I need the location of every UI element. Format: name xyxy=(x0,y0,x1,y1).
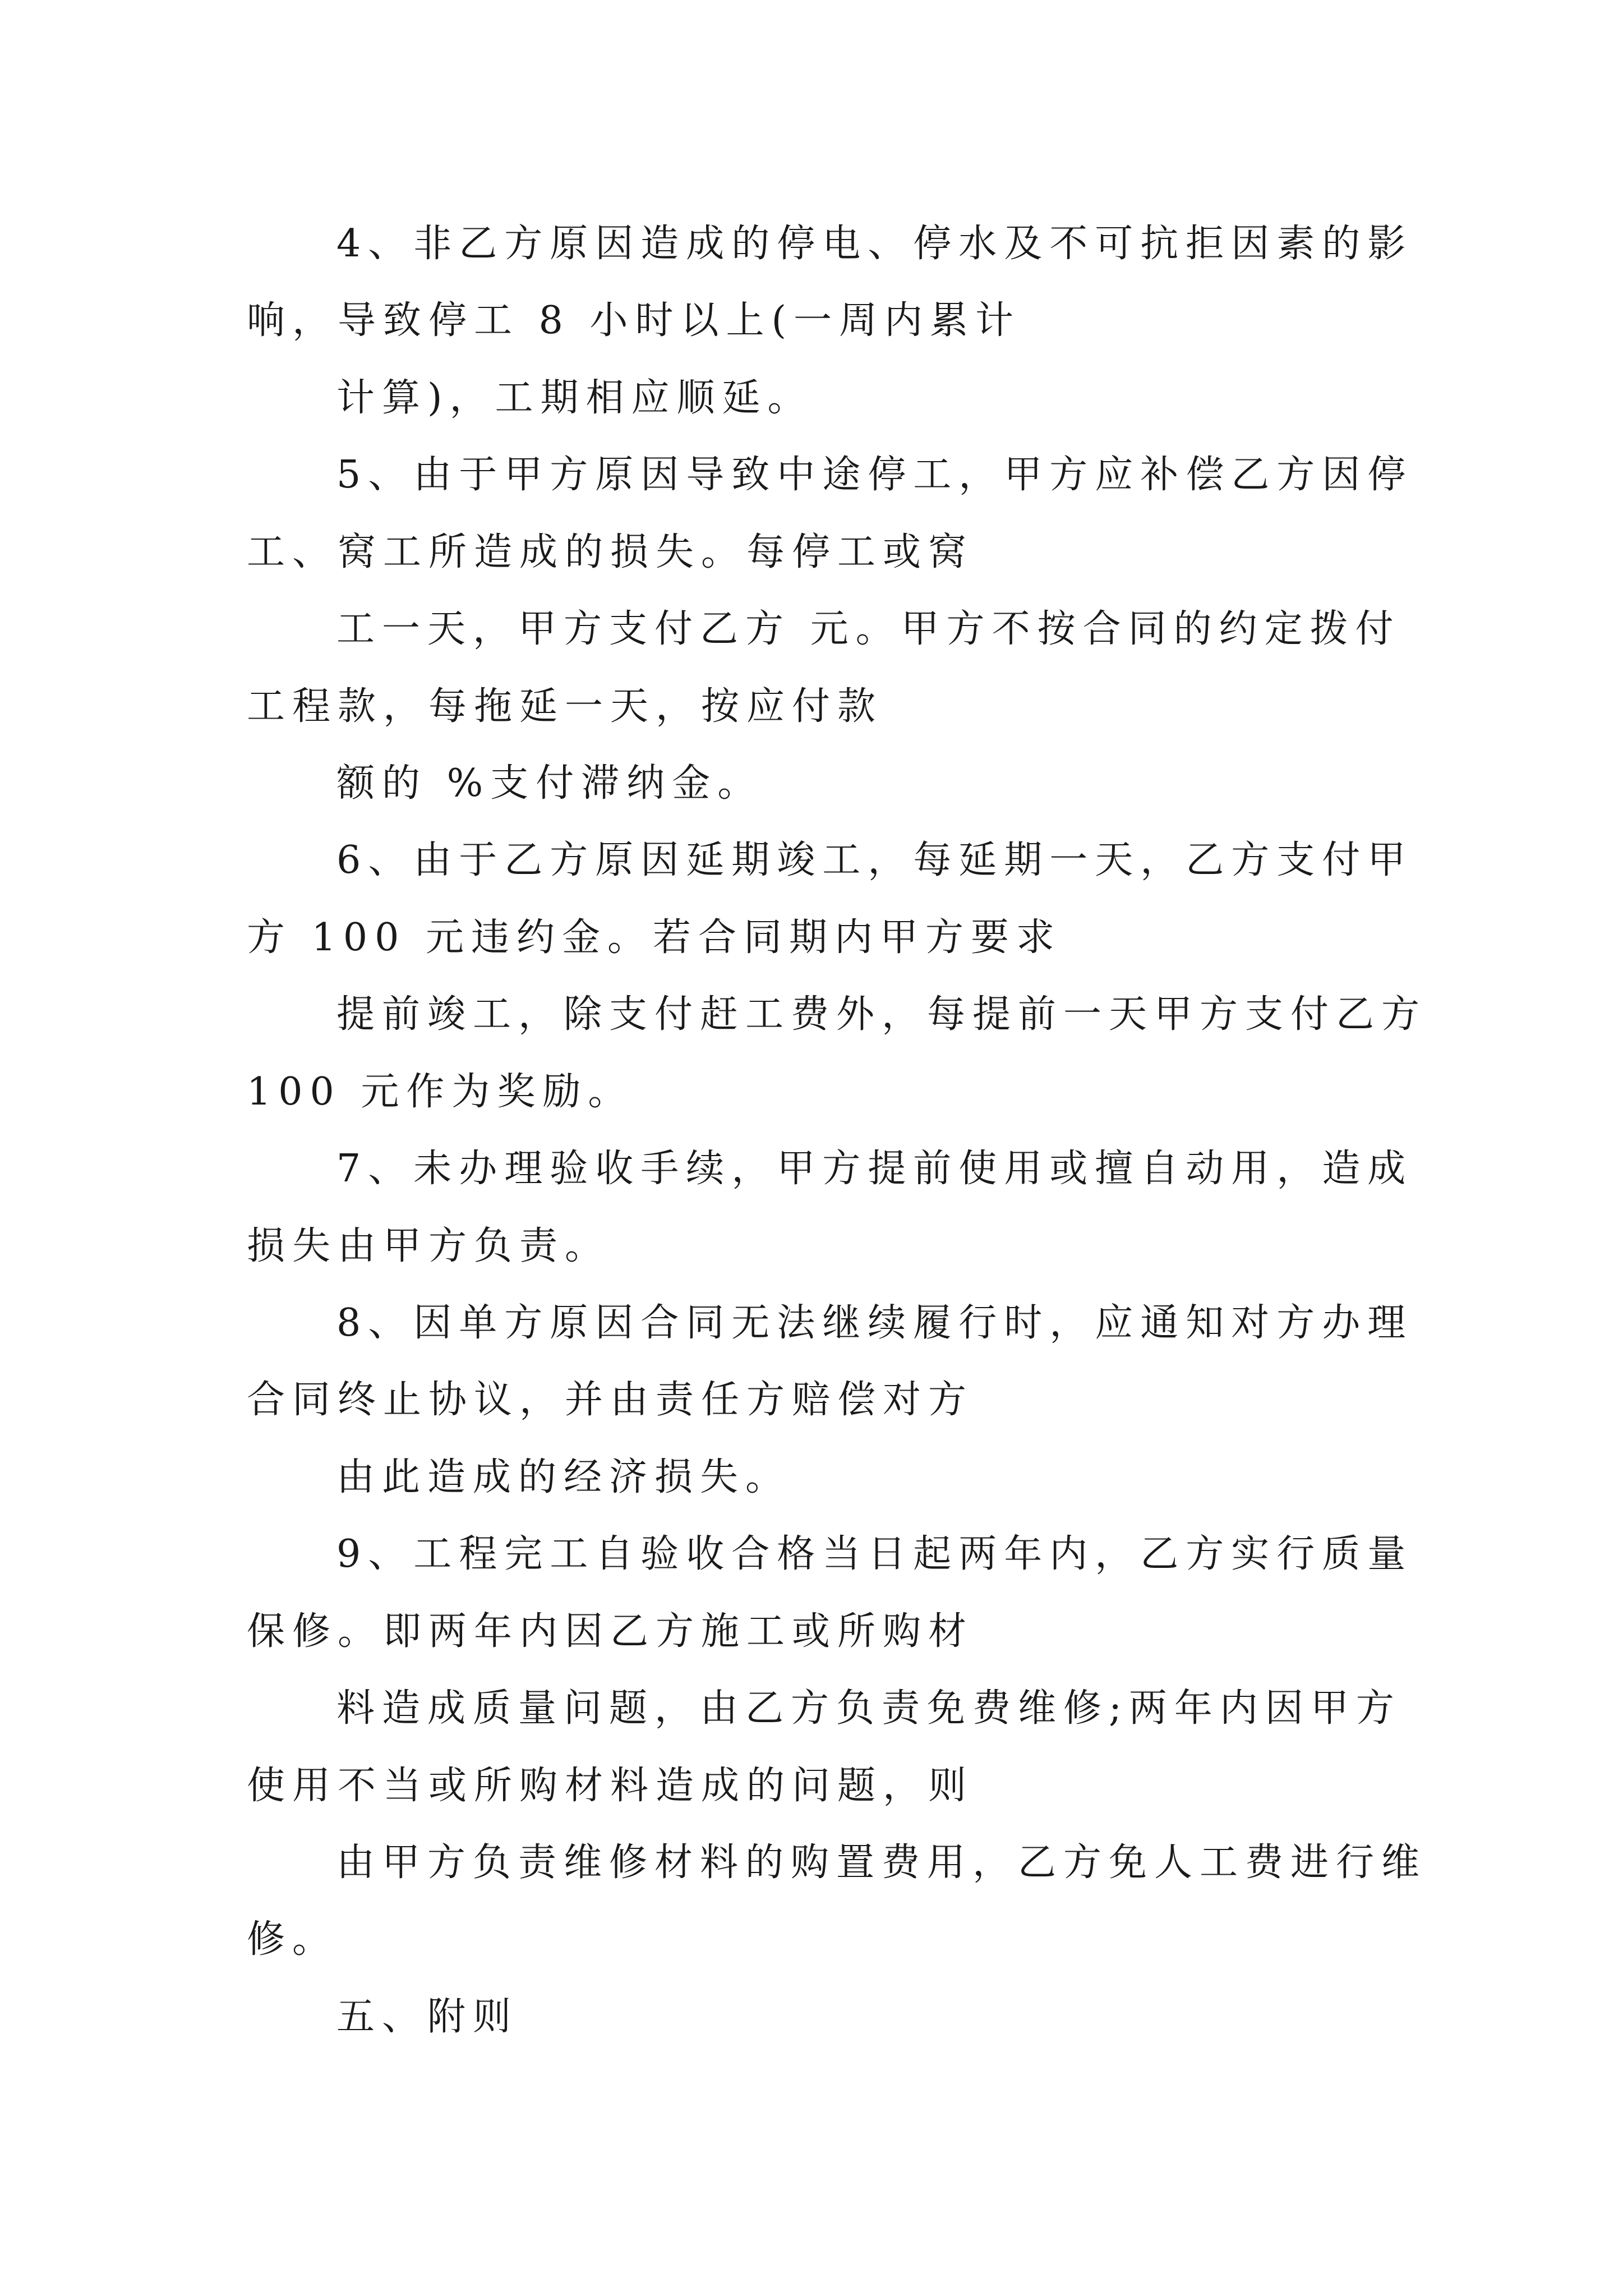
text-line: 由甲方负责维修材料的购置费用，乙方免人工费进行维 xyxy=(336,1841,1427,1885)
text-line: 4、非乙方原因造成的停电、停水及不可抗拒因素的影 xyxy=(336,222,1413,266)
text-line: 保修。即两年内因乙方施工或所购材 xyxy=(247,1609,974,1654)
text-line: 使用不当或所购材料造成的问题，则 xyxy=(247,1764,974,1808)
text-line: 6、由于乙方原因延期竣工，每延期一天，乙方支付甲 xyxy=(336,838,1413,882)
text-line: 由此造成的经济损失。 xyxy=(336,1455,791,1499)
text-line: 工、窝工所造成的损失。每停工或窝 xyxy=(247,530,974,574)
text-line: 8、因单方原因合同无法继续履行时，应通知对方办理 xyxy=(336,1301,1413,1345)
text-line: 9、工程完工自验收合格当日起两年内，乙方实行质量 xyxy=(336,1532,1413,1576)
text-line: 合同终止协议，并由责任方赔偿对方 xyxy=(247,1378,974,1422)
text-line: 料造成质量问题，由乙方负责免费维修;两年内因甲方 xyxy=(336,1686,1401,1731)
text-line: 计算)，工期相应顺延。 xyxy=(336,376,813,420)
text-line: 工程款，每拖延一天，按应付款 xyxy=(247,684,883,729)
text-line: 额的 %支付滞纳金。 xyxy=(336,761,763,806)
text-line: 方 100 元违约金。若合同期内甲方要求 xyxy=(247,915,1062,960)
section-heading: 五、附则 xyxy=(336,1995,519,2039)
text-line: 损失由甲方负责。 xyxy=(247,1224,611,1268)
text-line: 提前竣工，除支付赶工费外，每提前一天甲方支付乙方 xyxy=(336,992,1427,1037)
text-line: 工一天，甲方支付乙方 元。甲方不按合同的约定拨付 xyxy=(336,607,1401,651)
text-line: 5、由于甲方原因导致中途停工，甲方应补偿乙方因停 xyxy=(336,453,1413,497)
text-line: 100 元作为奖励。 xyxy=(247,1070,634,1114)
text-line: 修。 xyxy=(247,1917,338,1962)
text-line: 响，导致停工 8 小时以上(一周内累计 xyxy=(247,298,1021,343)
text-line: 7、未办理验收手续，甲方提前使用或擅自动用，造成 xyxy=(336,1147,1413,1191)
